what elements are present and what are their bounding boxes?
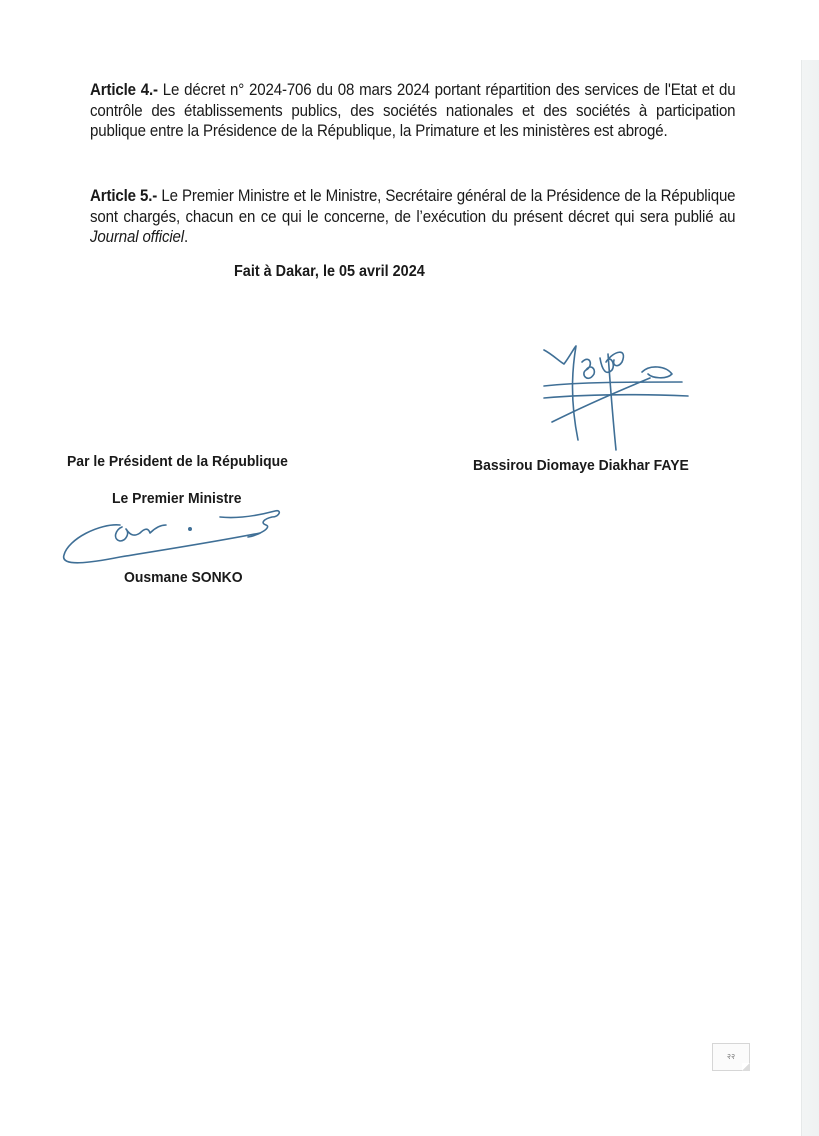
- article-5-text: Le Premier Ministre et le Ministre, Secrétaire général de la Présidence de la République sont chargés, chacun en ce qui le concerne, de l’exécution du présent décret qui sera publié au: [90, 187, 736, 226]
- article-5: [90, 186, 735, 248]
- article-4-text: Le décret n° 2024-706 du 08 mars 2024 portant répartition des services de l'Etat et du contrôle des établissements publics, des sociétés nationales et des sociétés à participation publique entre la Présidence de la République, la Primature et les ministères est abrogé.: [90, 81, 736, 140]
- president-signature-icon: [530, 340, 700, 460]
- countersign-intro: Par le Président de la République: [67, 453, 288, 470]
- article-5-label: Article 5.-: [90, 187, 158, 205]
- president-name: Bassirou Diomaye Diakhar FAYE: [473, 457, 689, 474]
- prime-minister-title: Le Premier Ministre: [112, 490, 242, 507]
- place-date: Fait à Dakar, le 05 avril 2024: [234, 263, 425, 280]
- page-number: २२: [712, 1043, 750, 1071]
- article-4: [90, 80, 735, 142]
- prime-minister-name: Ousmane SONKO: [124, 569, 243, 586]
- page-edge-shadow: [801, 60, 819, 1136]
- article-4-label: Article 4.-: [90, 81, 158, 99]
- prime-minister-signature-icon: [60, 505, 300, 575]
- article-5-end: .: [184, 228, 189, 246]
- journal-officiel: Journal officiel: [90, 228, 185, 246]
